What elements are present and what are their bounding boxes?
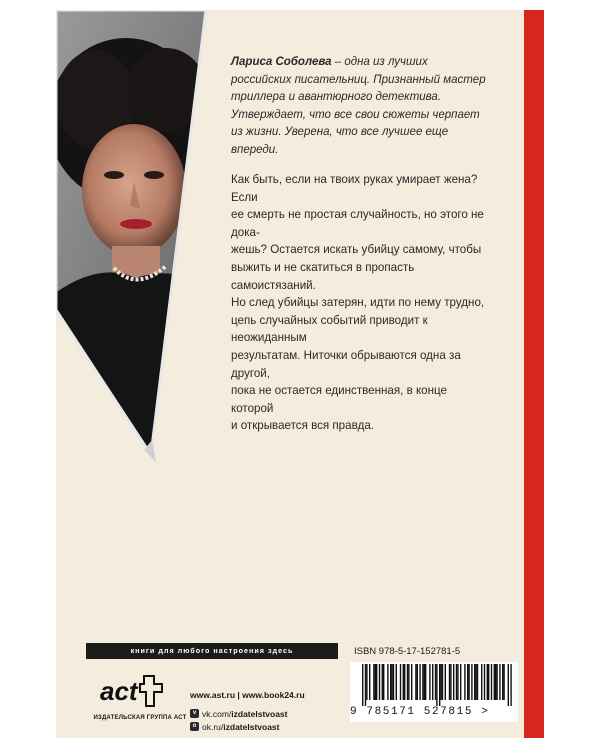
barcode-bar [376, 664, 377, 700]
publisher-group-label: ИЗДАТЕЛЬСКАЯ ГРУППА АСТ [93, 715, 187, 721]
author-photo [56, 10, 226, 470]
barcode-bar [362, 664, 363, 706]
barcode-bar [411, 664, 412, 700]
social-prefix: vk.com/ [202, 708, 232, 719]
barcode-bar [475, 664, 476, 700]
barcode-bar [436, 664, 437, 706]
ast-logo [96, 670, 166, 710]
social-prefix: ok.ru/ [202, 721, 224, 732]
blurb-line: жешь? Остается искать убийцу самому, чтобы [231, 243, 482, 257]
isbn-label: ISBN 978-5-17-152781-5 [354, 646, 461, 657]
barcode-bar [365, 664, 366, 706]
barcode-bar [445, 664, 446, 700]
barcode-bar [494, 664, 495, 700]
barcode-bar [496, 664, 497, 700]
barcode-bar [439, 664, 440, 706]
social-links [190, 707, 288, 733]
barcode-bar [375, 664, 376, 700]
barcode-number: 9 785171 527815 > [350, 706, 490, 718]
barcode-bar [404, 664, 405, 700]
red-spine-strip [524, 10, 544, 738]
author-bio [231, 54, 491, 159]
blurb-line: пока не остается единственная, в конце которой [231, 384, 447, 415]
barcode-bar [422, 664, 423, 700]
barcode-bar [419, 664, 420, 700]
back-cover [56, 10, 544, 738]
book-blurb [231, 171, 491, 435]
barcode-bar [491, 664, 492, 700]
barcode-bar [432, 664, 433, 700]
barcode-bar [387, 664, 388, 700]
blurb-line: цепь случайных событий приводит к неожиданным [231, 313, 428, 345]
blurb-line: выжить и не скатиться в пропасть самоистязаний. [231, 260, 415, 292]
blurb-line: и открывается вся правда. [231, 419, 375, 433]
blurb-line: Но след убийцы затерян, идти по нему трудно, [231, 296, 485, 310]
barcode-bar [488, 664, 489, 700]
blurb-line: ее смерть не простая случайность, но этого не дока- [231, 208, 484, 239]
barcode-bar [484, 664, 485, 700]
blurb-line: Как быть, если на твоих руках умирает жена? Если [231, 173, 478, 204]
barcode-bar [403, 664, 404, 700]
barcode-bar [464, 664, 465, 700]
barcode-bar [487, 664, 488, 700]
barcode-bar [369, 664, 370, 700]
author-name: Лариса Соболева [231, 56, 332, 68]
barcode-bar [468, 664, 469, 700]
barcode-bar [425, 664, 426, 700]
barcode-bar [440, 664, 441, 700]
barcode-bar [390, 664, 391, 700]
barcode-bar [449, 664, 450, 700]
barcode-bar [415, 664, 416, 700]
barcode-bar [450, 664, 451, 700]
barcode-bar [379, 664, 380, 700]
barcode-bar [424, 664, 425, 700]
barcode-bar [467, 664, 468, 700]
barcode-bar [408, 664, 409, 700]
barcode-bar [400, 664, 401, 700]
barcode-bar [456, 664, 457, 700]
barcode-bar [457, 664, 458, 700]
ok-icon: o [190, 722, 199, 731]
logo-text: act [100, 676, 138, 706]
blurb-line: результатам. Ниточки обрываются одна за другой, [231, 348, 461, 380]
barcode-bar [442, 664, 443, 700]
barcode-bar [508, 664, 509, 706]
vk-icon: v [190, 709, 199, 718]
barcode-bar [474, 664, 475, 700]
barcode-bar [460, 664, 461, 700]
barcode-bar [429, 664, 430, 700]
social-handle: izdatelstvoast [223, 721, 280, 732]
social-link-vk[interactable] [190, 707, 288, 720]
social-handle: izdatelstvoast [231, 708, 288, 719]
barcode-bar [391, 664, 392, 700]
barcode-bar [477, 664, 478, 700]
barcode-bar [499, 664, 500, 700]
author-bio-text: – одна из лучших российских писательниц. Признанный мастер триллера и авантюрного детектива. Утверждает, что все свои сюжеты черпает из жизни. Уверена, что все лучшее еще впереди. [231, 56, 486, 156]
barcode-bar [471, 664, 472, 700]
barcode-bar [510, 664, 511, 706]
tagline-bar: книги для любого настроения здесь [86, 643, 338, 659]
barcode-bar [393, 664, 394, 700]
barcode-bar [481, 664, 482, 700]
barcode-bar [495, 664, 496, 700]
barcode-bar [503, 664, 504, 700]
barcode-bar [407, 664, 408, 700]
barcode-bar [435, 664, 436, 700]
barcode-bars [350, 662, 518, 706]
barcode-bar [502, 664, 503, 700]
barcode-bar [366, 664, 367, 700]
barcode-bar [396, 664, 397, 700]
barcode-bar [453, 664, 454, 700]
web-links[interactable]: www.ast.ru | www.book24.ru [190, 690, 305, 700]
social-link-ok[interactable] [190, 720, 288, 733]
barcode-bar [373, 664, 374, 700]
barcode-bar [383, 664, 384, 700]
barcode-bar [417, 664, 418, 700]
barcode-bar [382, 664, 383, 700]
